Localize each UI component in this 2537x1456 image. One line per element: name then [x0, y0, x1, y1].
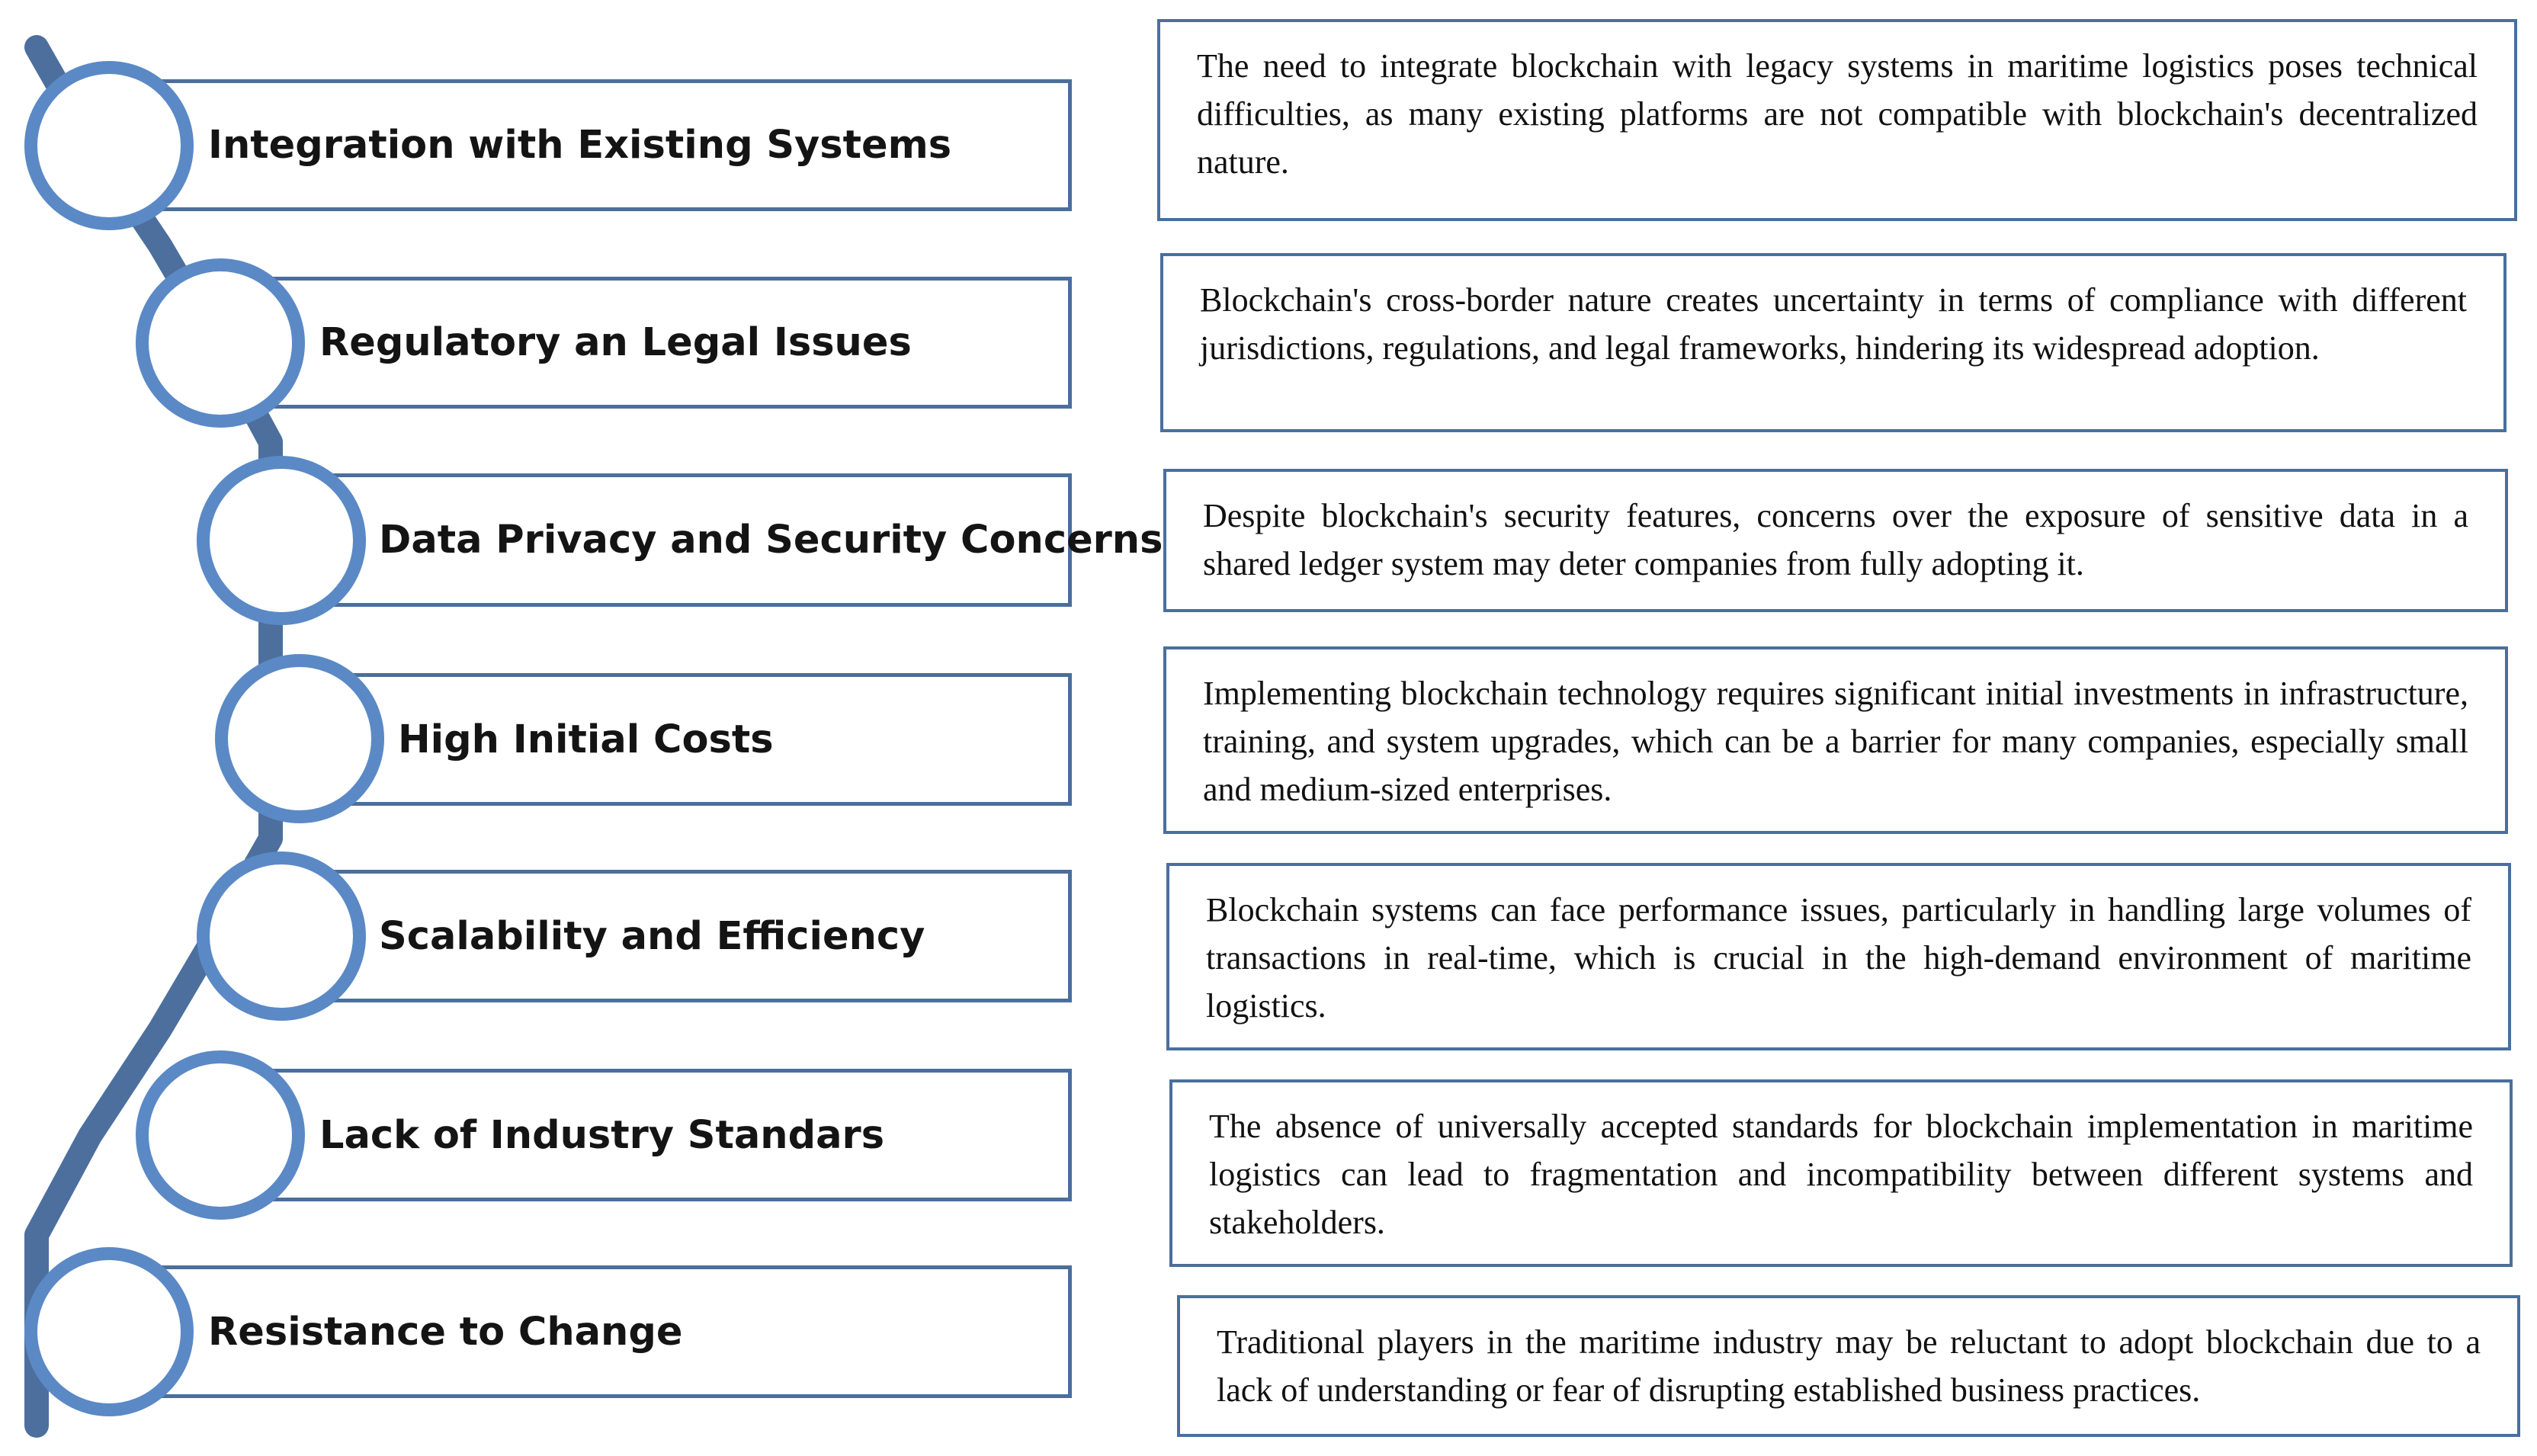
- challenge-label-box: [299, 673, 1072, 806]
- challenge-label: Resistance to Change: [208, 1309, 683, 1355]
- description-text: The absence of universally accepted standards for blockchain implementation in maritime logistics can lead to fragmentation and incompatibility between different systems and stakeholders.: [1209, 1108, 2473, 1241]
- description-box: [1169, 1079, 2513, 1267]
- challenge-label: Lack of Industry Standars: [319, 1112, 885, 1158]
- challenge-label-box: [218, 277, 1072, 409]
- circle-node: [136, 258, 305, 428]
- circle-node: [197, 456, 366, 625]
- circle-node: [24, 1247, 194, 1416]
- circle-node: [136, 1050, 305, 1220]
- challenge-label: Data Privacy and Security Concerns: [379, 518, 1163, 563]
- description-text: Blockchain's cross-border nature creates uncertainty in terms of compliance with different jurisdictions, regulations, and legal frameworks, hindering its widespread adoption.: [1200, 281, 2467, 367]
- challenge-label-box: [105, 1265, 1072, 1398]
- challenge-label-box: [218, 1069, 1072, 1201]
- challenge-label: Integration with Existing Systems: [208, 123, 952, 168]
- challenge-label-box: [282, 870, 1072, 1002]
- challenge-label: Scalability and Efficiency: [379, 913, 925, 959]
- description-box: [1160, 253, 2507, 432]
- circle-node: [197, 851, 366, 1021]
- description-box: [1177, 1295, 2520, 1437]
- description-box: [1163, 646, 2508, 834]
- circle-node: [215, 654, 384, 823]
- description-text: Traditional players in the maritime industry may be reluctant to adopt blockchain due to a lack of understanding or fear of disrupting established business practices.: [1217, 1323, 2481, 1409]
- description-text: Despite blockchain's security features, concerns over the exposure of sensitive data in a shared ledger system may deter companies from fully adopting it.: [1203, 497, 2468, 582]
- challenge-label-box: [105, 79, 1072, 211]
- description-box: [1163, 469, 2508, 612]
- description-text: Blockchain systems can face performance issues, particularly in handling large volumes of transactions in real-time, which is crucial in the high-demand environment of maritime logistics.: [1206, 891, 2471, 1025]
- challenge-label: Regulatory an Legal Issues: [319, 320, 912, 365]
- description-text: Implementing blockchain technology requires significant initial investments in infrastructure, training, and system upgrades, which can be a barrier for many companies, especially small and medium-sized enterprises.: [1203, 675, 2468, 808]
- challenge-label-box: [282, 473, 1163, 607]
- description-box: [1166, 863, 2511, 1050]
- circle-node: [24, 61, 194, 230]
- challenge-label: High Initial Costs: [398, 717, 774, 762]
- description-box: [1157, 19, 2517, 221]
- description-text: The need to integrate blockchain with legacy systems in maritime logistics poses technical difficulties, as many existing platforms are not compatible with blockchain's decentralized nature.: [1197, 47, 2478, 181]
